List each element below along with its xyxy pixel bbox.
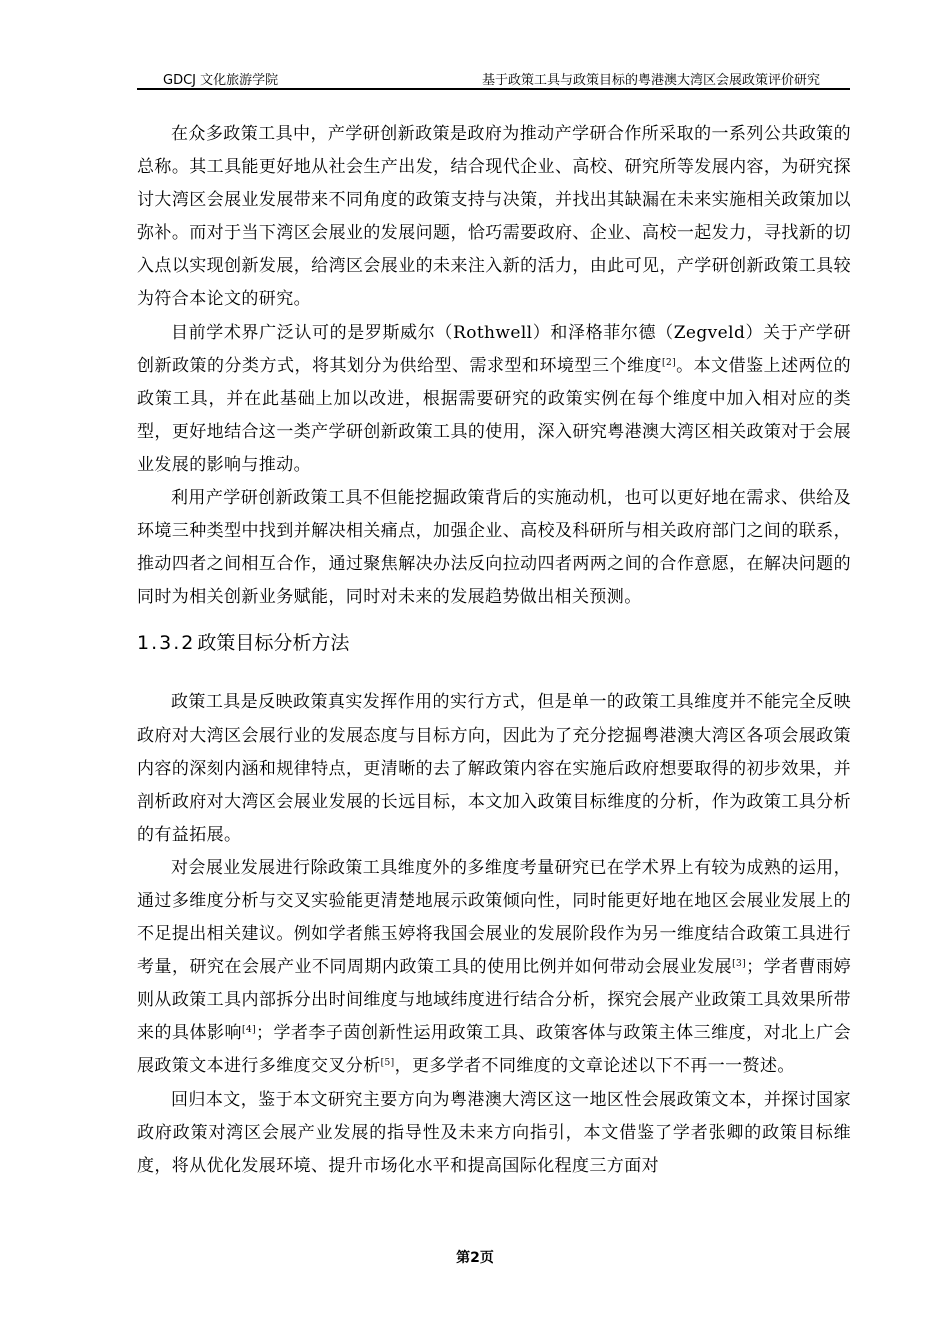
citation-2: [2] (662, 357, 676, 368)
paragraph-5-text-a: 对会展业发展进行除政策工具维度外的多维度考量研究已在学术界上有较为成熟的运用，通过多维度分析与交叉实验能更清楚地展示政策倾向性，同时能更好地在地区会展业发展上的不足提出相关建议。例如学者熊玉婷将我国会展业的发展阶段作为另一维度结合政策工具进行考量，研究在会展产业不同周期内政策工具的使用比例并如何带动会展业发展 (137, 857, 851, 978)
page-number: 第2页 (456, 1250, 494, 1266)
citation-3: [3] (732, 959, 747, 970)
paragraph-3: 利用产学研创新政策工具不但能挖掘政策背后的实施动机，也可以更好地在需求、供给及环境三种类型中找到并解决相关痛点，加强企业、高校及科研所与相关政府部门之间的联系，推动四者之间相互合作，通过聚焦解决办法反向拉动四者两两之间的合作意愿，在解决问题的同时为相关创新业务赋能，同时对未来的发展趋势做出相关预测。 (137, 488, 851, 608)
paragraph-6: 回归本文，鉴于本文研究主要方向为粤港澳大湾区这一地区性会展政策文本，并探讨国家政府政策对湾区会展产业发展的指导性及未来方向指引，本文借鉴了学者张卿的政策目标维度，将从优化发展环境、提升市场化水平和提高国际化程度三方面对 (137, 1089, 851, 1176)
citation-4: [4] (242, 1025, 256, 1036)
paragraph-5-text-b: ；学者曹雨婷则从政策工具内部拆分出时间维度与地域纬度进行结合分析，探究会展产业政策工具效果所带来的具体影响 (137, 957, 851, 1044)
paragraph-4: 政策工具是反映政策真实发挥作用的实行方式，但是单一的政策工具维度并不能完全反映政府对大湾区会展行业的发展态度与目标方向，因此为了充分挖掘粤港澳大湾区各项会展政策内容的深刻内涵和规律特点，更清晰的去了解政策内容在实施后政府想要取得的初步效果，并剖析政府对大湾区会展业发展的长远目标，本文加入政策目标维度的分析，作为政策工具分析的有益拓展。 (137, 692, 851, 845)
header-institution: GDCJ 文化旅游学院 (163, 73, 279, 88)
section-number: 1.3.2 (137, 632, 196, 655)
paragraph-2-text-b: 。本文借鉴上述两位的政策工具，并在此基础上加以改进，根据需要研究的政策实例在每个维度中加入相对应的类型，更好地结合这一类产学研创新政策工具的使用，深入研究粤港澳大湾区相关政策对于会展业发展的影响与推动。 (137, 355, 852, 475)
body-text (137, 118, 851, 1183)
section-title: 政策目标分析方法 (197, 632, 350, 655)
paragraph-5-text-c: ；学者李子茵创新性运用政策工具、政策客体与政策主体三维度，对北上广会展政策文本进行多维度交叉分析 (137, 1023, 851, 1077)
paragraph-2-text-a: 目前学术界广泛认可的是罗斯威尔（Rothwell）和泽格菲尔德（Zegveld）关于产学研创新政策的分类方式，将其划分为供给型、需求型和环境型三个维度 (137, 322, 851, 376)
paragraph-2 (137, 317, 851, 482)
section-heading (137, 630, 851, 656)
paragraph-5 (137, 852, 851, 1084)
header-paper-title: 基于政策工具与政策目标的粤港澳大湾区会展政策评价研究 (481, 73, 820, 88)
citation-5: [5] (380, 1058, 395, 1069)
paragraph-5-text-d: ，更多学者不同维度的文章论述以下不再一一赘述。 (394, 1056, 795, 1077)
paragraph-1: 在众多政策工具中，产学研创新政策是政府为推动产学研合作所采取的一系列公共政策的总称。其工具能更好地从社会生产出发，结合现代企业、高校、研究所等发展内容，为研究探讨大湾区会展业发展带来不同角度的政策支持与决策，并找出其缺漏在未来实施相关政策加以弥补。而对于当下湾区会展业的发展问题，恰巧需要政府、企业、高校一起发力，寻找新的切入点以实现创新发展，给湾区会展业的未来注入新的活力，由此可见，产学研创新政策工具较为符合本论文的研究。 (137, 124, 851, 310)
page-header (137, 68, 850, 90)
